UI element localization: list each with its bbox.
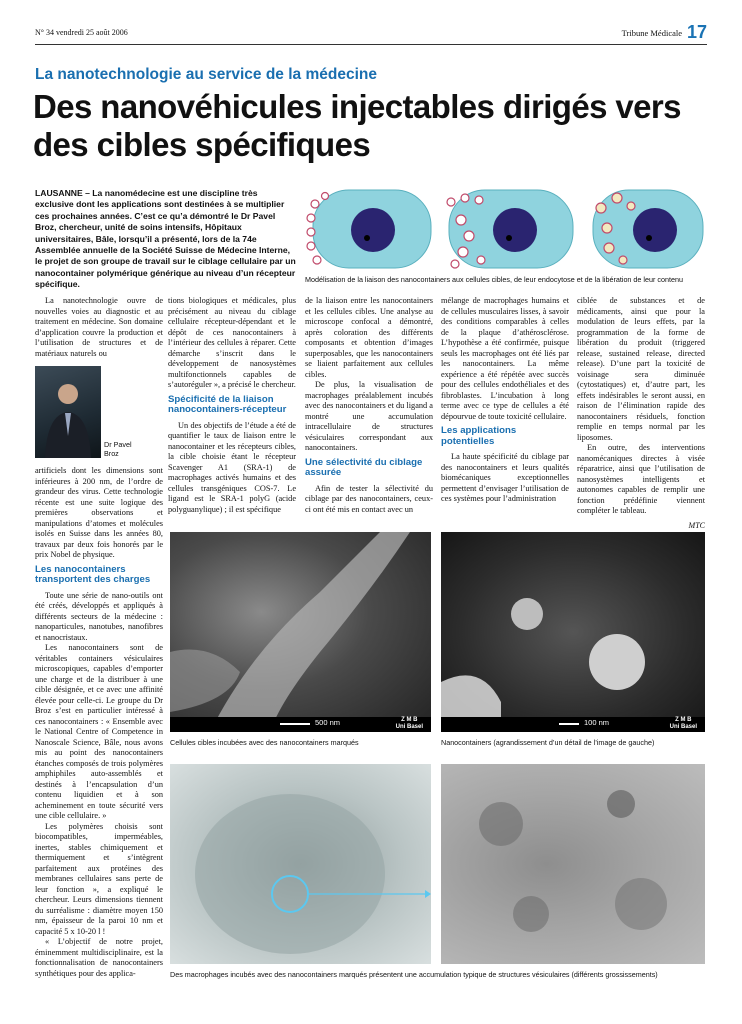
paragraph: La nanotechnologie ouvre de nouvelles voies au diagnostic et au traitement en médecine. Son domaine d’application couvre la production et l’utilisation de structures et de matériaux naturels ou [35, 296, 163, 358]
cell-stage-1 [307, 190, 431, 268]
sem-image-nanocontainers [441, 532, 705, 732]
column-5 [577, 296, 705, 531]
author-signature: MTC [688, 520, 705, 530]
tem-image-macrophage [170, 764, 431, 964]
paragraph: Afin de tester la sélectivité du ciblage par des nanocontainers, ceux-ci ont été mis en contact avec un [305, 483, 433, 514]
lab-credit [670, 717, 697, 730]
paragraph: Un des objectifs de l’étude a été de quantifier le taux de liaison entre le nanocontainer et les récepteurs cibles, la cible choisie étant le récepteur Scavenger A1 (SRA-1) de macrophages activés humains et des cellules transgéniques COS-7. Le ligand est le SRA-1 polyG (acide polyguanylique) ; il est spécifique [168, 420, 296, 514]
scale-bar-label: 500 nm [315, 718, 341, 727]
paragraph: La haute spécificité du ciblage par des nanocontainers et leurs qualités biomécaniques exceptionnelles permettent d’envisager l’utilisation de ces systèmes pour l’administration [441, 452, 569, 503]
sem-image-cells [170, 532, 431, 732]
paragraph: de la liaison entre les nanocontainers et les cellules cibles. Une analyse au microscope confocal a démontré, après coloration des différents composants et obtention d’images superposables, que les nanocontainers se liaient parfaitement aux cellules cibles. [305, 296, 433, 379]
tem-macrophage-texture [170, 764, 431, 964]
paragraph: mélange de macrophages humains et de cellules musculaires lisses, à savoir des conditions comparables à celles de la plaque d’athérosclérose. L’hypothèse a été confirmée, puisque seuls les macrophages ont été liés par les nanocontainers. La même expérience a été répétée avec succès pour des cellules endothéliales et des fibroblastes. L’incubation à long terme avec ce type de cellules a été dépourvue de toute toxicité cellulaire. [441, 296, 569, 421]
cell-stage-3 [593, 190, 703, 268]
paragraph: artificiels dont les dimensions sont inférieures à 200 nm, de l’ordre de grandeur des virus. Cette technologie récente est une suite logique des premières observations et manipulations d’atomes et molécules isolés en Suisse dans les années 80, travaux par deux fois honorés par le prix Nobel de physique. [35, 466, 163, 559]
column-3 [305, 296, 433, 515]
image-caption: Cellules cibles incubées avec des nanocontainers marqués [170, 738, 359, 747]
paragraph: « L’objectif de notre projet, éminemment multidisciplinaire, est la fonctionnalisation de nanocontainers synthétiques pour des applica- [35, 937, 163, 978]
portrait-caption-line: Dr Pavel [104, 440, 132, 449]
column-2 [168, 296, 296, 515]
image-caption: Nanocontainers (agrandissement d’un détail de l’image de gauche) [441, 738, 655, 747]
scale-bar-label: 100 nm [584, 718, 610, 727]
cell-model-diagram [305, 186, 705, 272]
portrait-photo [35, 366, 101, 458]
subheading: Les applications potentielles [441, 425, 517, 447]
page-number: 17 [686, 22, 707, 42]
publication-name: Tribune Médicale [621, 28, 682, 38]
subheading: Une sélectivité du ciblage assurée [305, 456, 423, 478]
paragraph: De plus, la visualisation de macrophages préalablement incubés avec des nanocontainers et du ligand a montré une accumulation intracellulaire de structures vésiculaires correspondant aux nanocontainers. [305, 380, 433, 452]
sem-nano-texture [441, 532, 705, 732]
paragraph: tions biologiques et médicales, plus précisément au niveau du ciblage cellulaire récepteur-dépendant et le dépôt de ces nanocontainers à l’intérieur des cellules à réparer. Cette démarche s’inscrit dans le développement de nanosystèmes multifonctionnels capables de s’autoréguler », a précisé le chercheur. [168, 296, 296, 389]
column-1-top [35, 296, 163, 359]
paragraph: Toute une série de nano-outils ont été créés, développés et appliqués à différents secteurs de la médecine : nanoparticules, nanotubes, nanofibres et nanocristaux. [35, 590, 163, 642]
lab-credit [396, 717, 423, 730]
portrait-caption [104, 440, 132, 458]
column-1-bottom [35, 466, 163, 979]
portrait-silhouette [35, 366, 101, 458]
lab-credit-line: Z M B [401, 717, 418, 723]
subheading: Les nanocontainers transportent des charges [35, 563, 151, 585]
portrait-caption-line: Broz [104, 449, 119, 458]
lab-credit-line: Uni Basel [669, 723, 697, 730]
subheading: Spécificité de la liaison nanocontainers-récepteur [168, 393, 287, 415]
tem-detail-texture [441, 764, 705, 964]
tem-image-detail [441, 764, 705, 964]
sem-cells-texture [170, 532, 431, 732]
column-4 [441, 296, 569, 505]
paragraph: ciblée de substances et de médicaments, ainsi que pour la modulation de leurs effets, par la programmation de la forme de libération du produit (triggered release, sustained release, directed release). D’une part la toxicité de voisinage sera diminuée (cytostatiques) et, d’autre part, les effets indésirables le seront aussi, en raison de l’élimination rapide des nanocontainers résiduels, fonction remplie en temps normal par les liposomes. [577, 296, 705, 442]
lead-paragraph: LAUSANNE – La nanomédecine est une discipline très exclusive dont les applications sont destinées à se multiplier ces prochaines années. C’est ce qu’a démontré le Dr Pavel Broz, chercheur, unité de soins intensifs, Hôpitaux universitaires, Bâle, lorsqu’il a présenté, lors de la 74e Assemblée annuelle de la Société Suisse de Médecine Interne, le projet de son groupe de travail sur le ciblage cellulaire par un nanocontainer polymérique générique au niveau d’un récepteur spécifique. [35, 188, 296, 290]
headline: Des nanovéhicules injectables dirigés vers des cibles spécifiques [33, 88, 681, 163]
lab-credit-line: Uni Basel [395, 723, 423, 730]
lab-credit-line: Z M B [675, 717, 692, 723]
paragraph: Les polymères choisis sont biocompatibles, imperméables, inertes, stables chimiquement et thermiquement et s’intègrent parfaitement aux protéines des membranes cellulaires sans perte de leur fonction », a expliqué le chercheur. Leurs dimensions tiennent du surréalisme : diamètre moyen 150 nm, épaisseur de la paroi 10 nm et capacité 5 x 10-20 l ! [35, 821, 163, 936]
diagram-caption: Modélisation de la liaison des nanocontainers aux cellules cibles, de leur endocytose et de la libération de leur contenu [305, 275, 683, 284]
kicker: La nanotechnologie au service de la médecine [35, 66, 377, 83]
cell-stage-2 [447, 190, 573, 268]
paragraph: Les nanocontainers sont de véritables containers vésiculaires microscopiques, capables d’emporter une charge et de la distribuer à une cible désignée, et ce avec une affinité élevée pour celle-ci. Le groupe du Dr Broz s’est en particulier intéressé à ces nanocontainers : « Ensemble avec le National Centre of Competence in Nanoscale Science, Bâle, nous avons mis au point des nanocontainers étanches composés de trois polymères amphiphiles auto-assemblés et destinés à l’encapsulation d’un contenu liquidien et à son acheminement en toute sécurité vers une cible cellulaire. » [35, 643, 163, 820]
paragraph: En outre, des interventions nanomécaniques directes à visée réparatrice, ainsi que l’utilisation de nanosystèmes intelligents et autonomes capables de remplir une fonction prédéfinie viennent compléter le tableau. [577, 443, 705, 515]
header-rule [35, 44, 707, 45]
image-caption: Des macrophages incubés avec des nanocontainers marqués présentent une accumulation typique de structures vésiculaires (différents grossissements) [170, 970, 658, 979]
issue-date: N° 34 vendredi 25 août 2006 [35, 28, 128, 37]
